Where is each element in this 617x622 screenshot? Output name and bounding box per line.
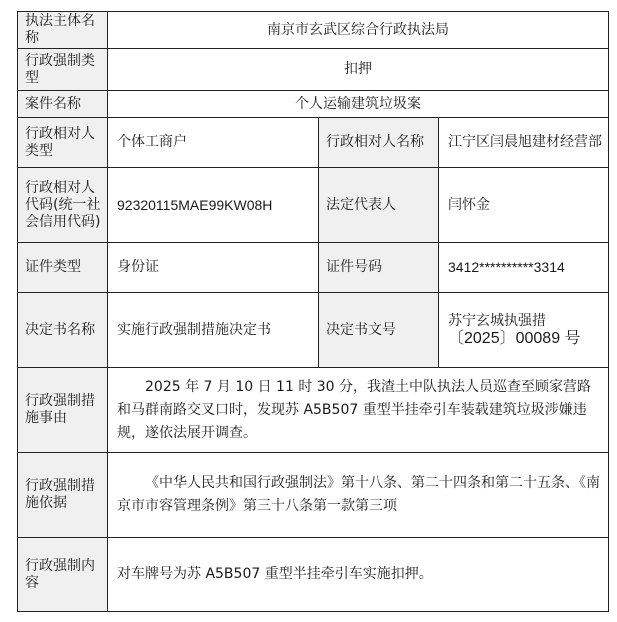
reason-label: 行政强制措施事由 (18, 368, 108, 453)
basis-value: 《中华人民共和国行政强制法》第十八条、第二十四条和第二十五条、《南京市市容管理条例》第三十八条第一款第三项 (117, 475, 600, 514)
id-number-label: 证件号码 (319, 243, 439, 293)
table-row (18, 118, 609, 168)
party-name-value: 江宁区闫晨旭建材经营部 (439, 118, 609, 168)
measure-type-label: 行政强制类型 (18, 49, 108, 91)
id-type-value: 身份证 (108, 243, 319, 293)
case-name-label: 案件名称 (18, 91, 108, 118)
table-row (18, 168, 609, 243)
authority-value: 南京市玄武区综合行政执法局 (108, 12, 609, 49)
table-row (18, 12, 609, 49)
measure-type-value: 扣押 (108, 49, 609, 91)
authority-label: 执法主体名称 (18, 12, 108, 49)
id-type-label: 证件类型 (18, 243, 108, 293)
table-row (18, 293, 609, 368)
party-type-label: 行政相对人类型 (18, 118, 108, 168)
legal-rep-label: 法定代表人 (319, 168, 439, 243)
content-label: 行政强制内容 (18, 538, 108, 612)
content-value: 对车牌号为苏 A5B507 重型半挂牵引车实施扣押。 (108, 538, 609, 612)
party-name-label: 行政相对人名称 (319, 118, 439, 168)
decision-number-line1: 苏宁玄城执强措 (448, 313, 546, 329)
enforcement-info-table (17, 11, 609, 612)
id-number-value: 3412**********3314 (439, 243, 609, 293)
table-row (18, 453, 609, 538)
case-name-value: 个人运输建筑垃圾案 (108, 91, 609, 118)
party-code-value: 92320115MAE99KW08H (108, 168, 319, 243)
decision-number-value (439, 293, 609, 368)
party-type-value: 个体工商户 (108, 118, 319, 168)
decision-name-label: 决定书名称 (18, 293, 108, 368)
legal-rep-value: 闫怀金 (439, 168, 609, 243)
table-row (18, 91, 609, 118)
decision-name-value: 实施行政强制措施决定书 (108, 293, 319, 368)
reason-value: 2025 年 7 月 10 日 11 时 30 分，我渣土中队执法人员巡查至顾家营路和马群南路交叉口时，发现苏 A5B507 重型半挂牵引车装载建筑垃圾涉嫌违规，遂依法展开调查。 (117, 378, 592, 441)
table-row (18, 243, 609, 293)
basis-label: 行政强制措施依据 (18, 453, 108, 538)
table-row (18, 368, 609, 453)
party-code-label: 行政相对人代码(统一社会信用代码) (18, 168, 108, 243)
table-row (18, 49, 609, 91)
decision-number-label: 决定书文号 (319, 293, 439, 368)
table-row (18, 538, 609, 612)
decision-number-line2: 〔2025〕00089 号 (448, 330, 581, 347)
